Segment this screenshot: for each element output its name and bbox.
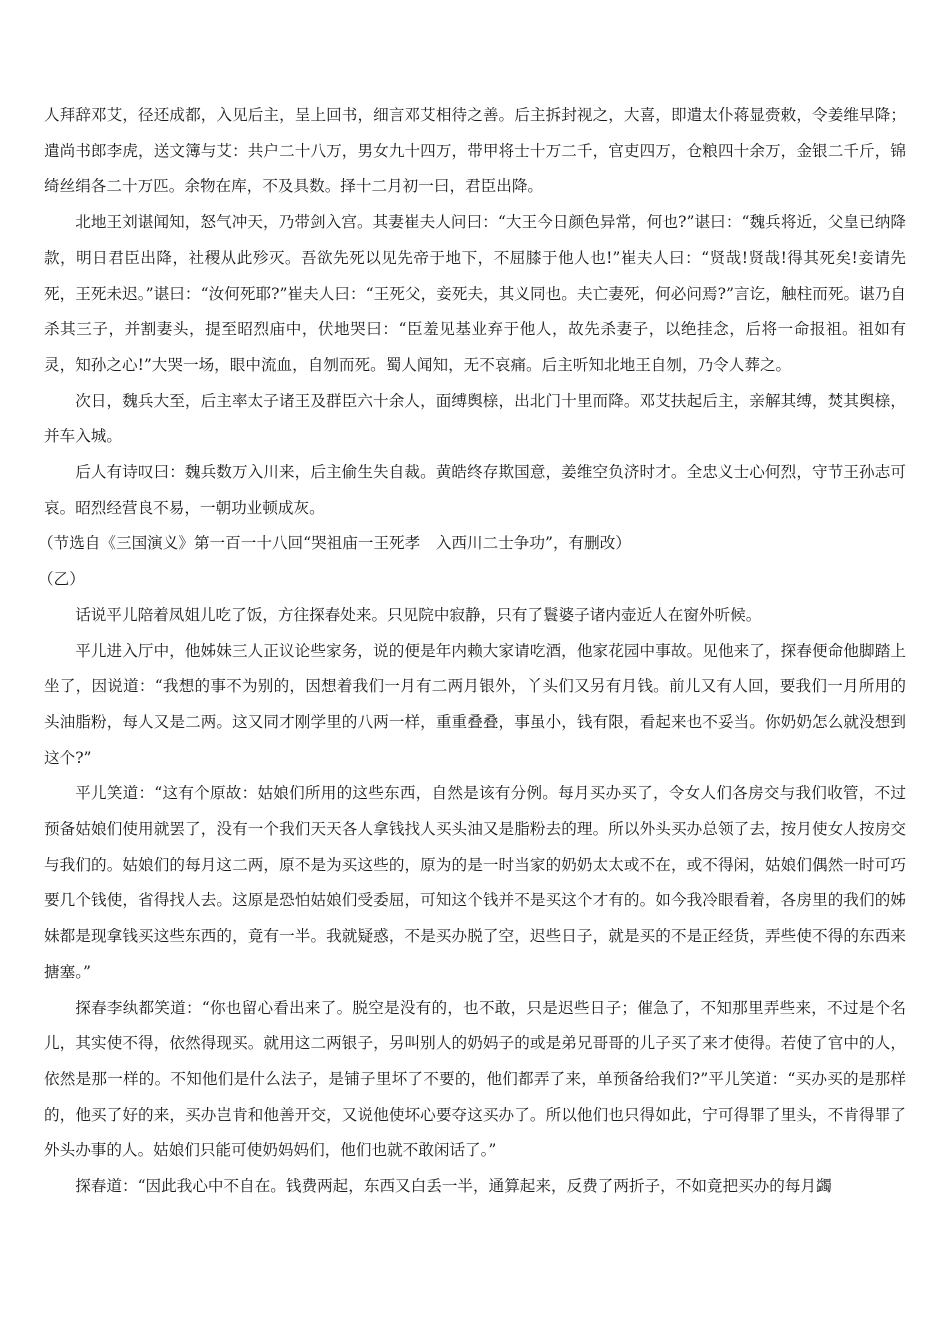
document-page: [38, 98, 906, 1205]
section-label-yi: （乙）: [38, 570, 85, 589]
paragraph-b-2: 平儿进入厅中，他姊妹三人正议论些家务，说的便是年内赖大家请吃酒，他家花园中事故。见他来了，探春便命他脚踏上坐了，因说道：“我想的事不为别的，因想着我们一月有二两月银外，丫头们又另有月钱。前儿又有人回，要我们一月所用的头油脂粉，每人又是二两。这又同才刚学里的八两一样，重重叠叠，事虽小，钱有限，看起来也不妥当。你奶奶怎么就没想到这个?”: [44, 641, 906, 767]
paragraph-b-3: 平儿笑道：“这有个原故：姑娘们所用的这些东西，自然是该有分例。每月买办买了，令女人们各房交与我们收管，不过预备姑娘们使用就罢了，没有一个我们天天各人拿钱找人买头油又是脂粉去的理。所以外头买办总领了去，按月使女人按房交与我们的。姑娘们的每月这二两，原不是为买这些的，原为的是一时当家的奶奶太太或不在，或不得闲，姑娘们偶然一时可巧要几个钱使，省得找人去。这原是恐怕姑娘们受委屈，可知这个钱并不是买这个才有的。如今我冷眼看着，各房里的我们的姊妹都是现拿钱买这些东西的，竟有一半。我就疑惑，不是买办脱了空，迟些日子，就是买的不是正经货，弄些使不得的东西来搪塞。”: [44, 784, 906, 981]
source-note: （节选自《三国演义》第一百一十八回“哭祖庙一王死孝 入西川二士争功”，有删改）: [38, 534, 631, 553]
paragraph-2: 北地王刘谌闻知，怒气冲天，乃带剑入宫。其妻崔夫人问曰：“大王今日颜色异常，何也?”谌曰：“魏兵将近，父皇已纳降款，明日君臣出降，社稷从此殄灭。吾欲先死以见先帝于地下，不屈膝于他人也!”崔夫人曰：“贤哉!贤哉!得其死矣!妾请先死，王死未迟。”谌曰：“汝何死耶?”崔夫人曰：“王死父，妾死夫，其义同也。夫亡妻死，何必问焉?”言讫，触柱而死。谌乃自杀其三子，并割妻头，提至昭烈庙中，伏地哭曰：“臣羞见基业弃于他人，故先杀妻子，以绝挂念，后将一命报祖。祖如有灵，知孙之心!”大哭一场，眼中流血，自刎而死。蜀人闻知，无不哀痛。后主听知北地王自刎，乃令人葬之。: [44, 213, 906, 374]
paragraph-b-1: 话说平儿陪着凤姐儿吃了饭，方往探春处来。只见院中寂静，只有了鬟婆子诸内壶近人在窗外听候。: [75, 605, 762, 624]
paragraph-b-5: 探春道：“因此我心中不自在。钱费两起，东西又白丢一半，通算起来，反费了两折子，不如竟把买办的每月蠲: [75, 1177, 832, 1196]
paragraph-1: 人拜辞邓艾，径还成都，入见后主，呈上回书，细言邓艾相待之善。后主拆封视之，大喜，即遣太仆蒋显赍敕，令姜维早降；遣尚书郎李虎，送文簿与艾：共户二十八万，男女九十四万，带甲将士十万二千，官吏四万，仓粮四十余万，金银二千斤，锦绮丝绢各二十万匹。余物在库，不及具数。择十二月初一曰，君臣出降。: [44, 106, 906, 196]
paragraph-4-poem: 后人有诗叹曰：魏兵数万入川来，后主偷生失自裁。黄皓终存欺国意，姜维空负济时才。全忠义士心何烈，守节王孙志可哀。昭烈经营良不易，一朝功业顿成灰。: [44, 463, 906, 517]
paragraph-b-4: 探春李纨都笑道：“你也留心看出来了。脱空是没有的，也不敢，只是迟些日子；催急了，不知那里弄些来，不过是个名儿，其实使不得，依然得现买。就用这二两银子，另叫别人的奶妈子的或是弟兄哥哥的儿子买了来才使得。若使了官中的人，依然是那一样的。不知他们是什么法子，是铺子里坏了不要的，他们都弄了来，单预备给我们?”平儿笑道：“买办买的是那样的，他买了好的来，买办岂肯和他善开交，又说他使坏心要夺这买办了。所以他们也只得如此，宁可得罪了里头，不肯得罪了外头办事的人。姑娘们只能可使奶妈妈们，他们也就不敢闲话了。”: [44, 998, 906, 1160]
paragraph-3: 次日，魏兵大至，后主率太子诸王及群臣六十余人，面缚舆榇，出北门十里而降。邓艾扶起后主，亲解其缚，焚其舆榇，并车入城。: [44, 391, 906, 446]
